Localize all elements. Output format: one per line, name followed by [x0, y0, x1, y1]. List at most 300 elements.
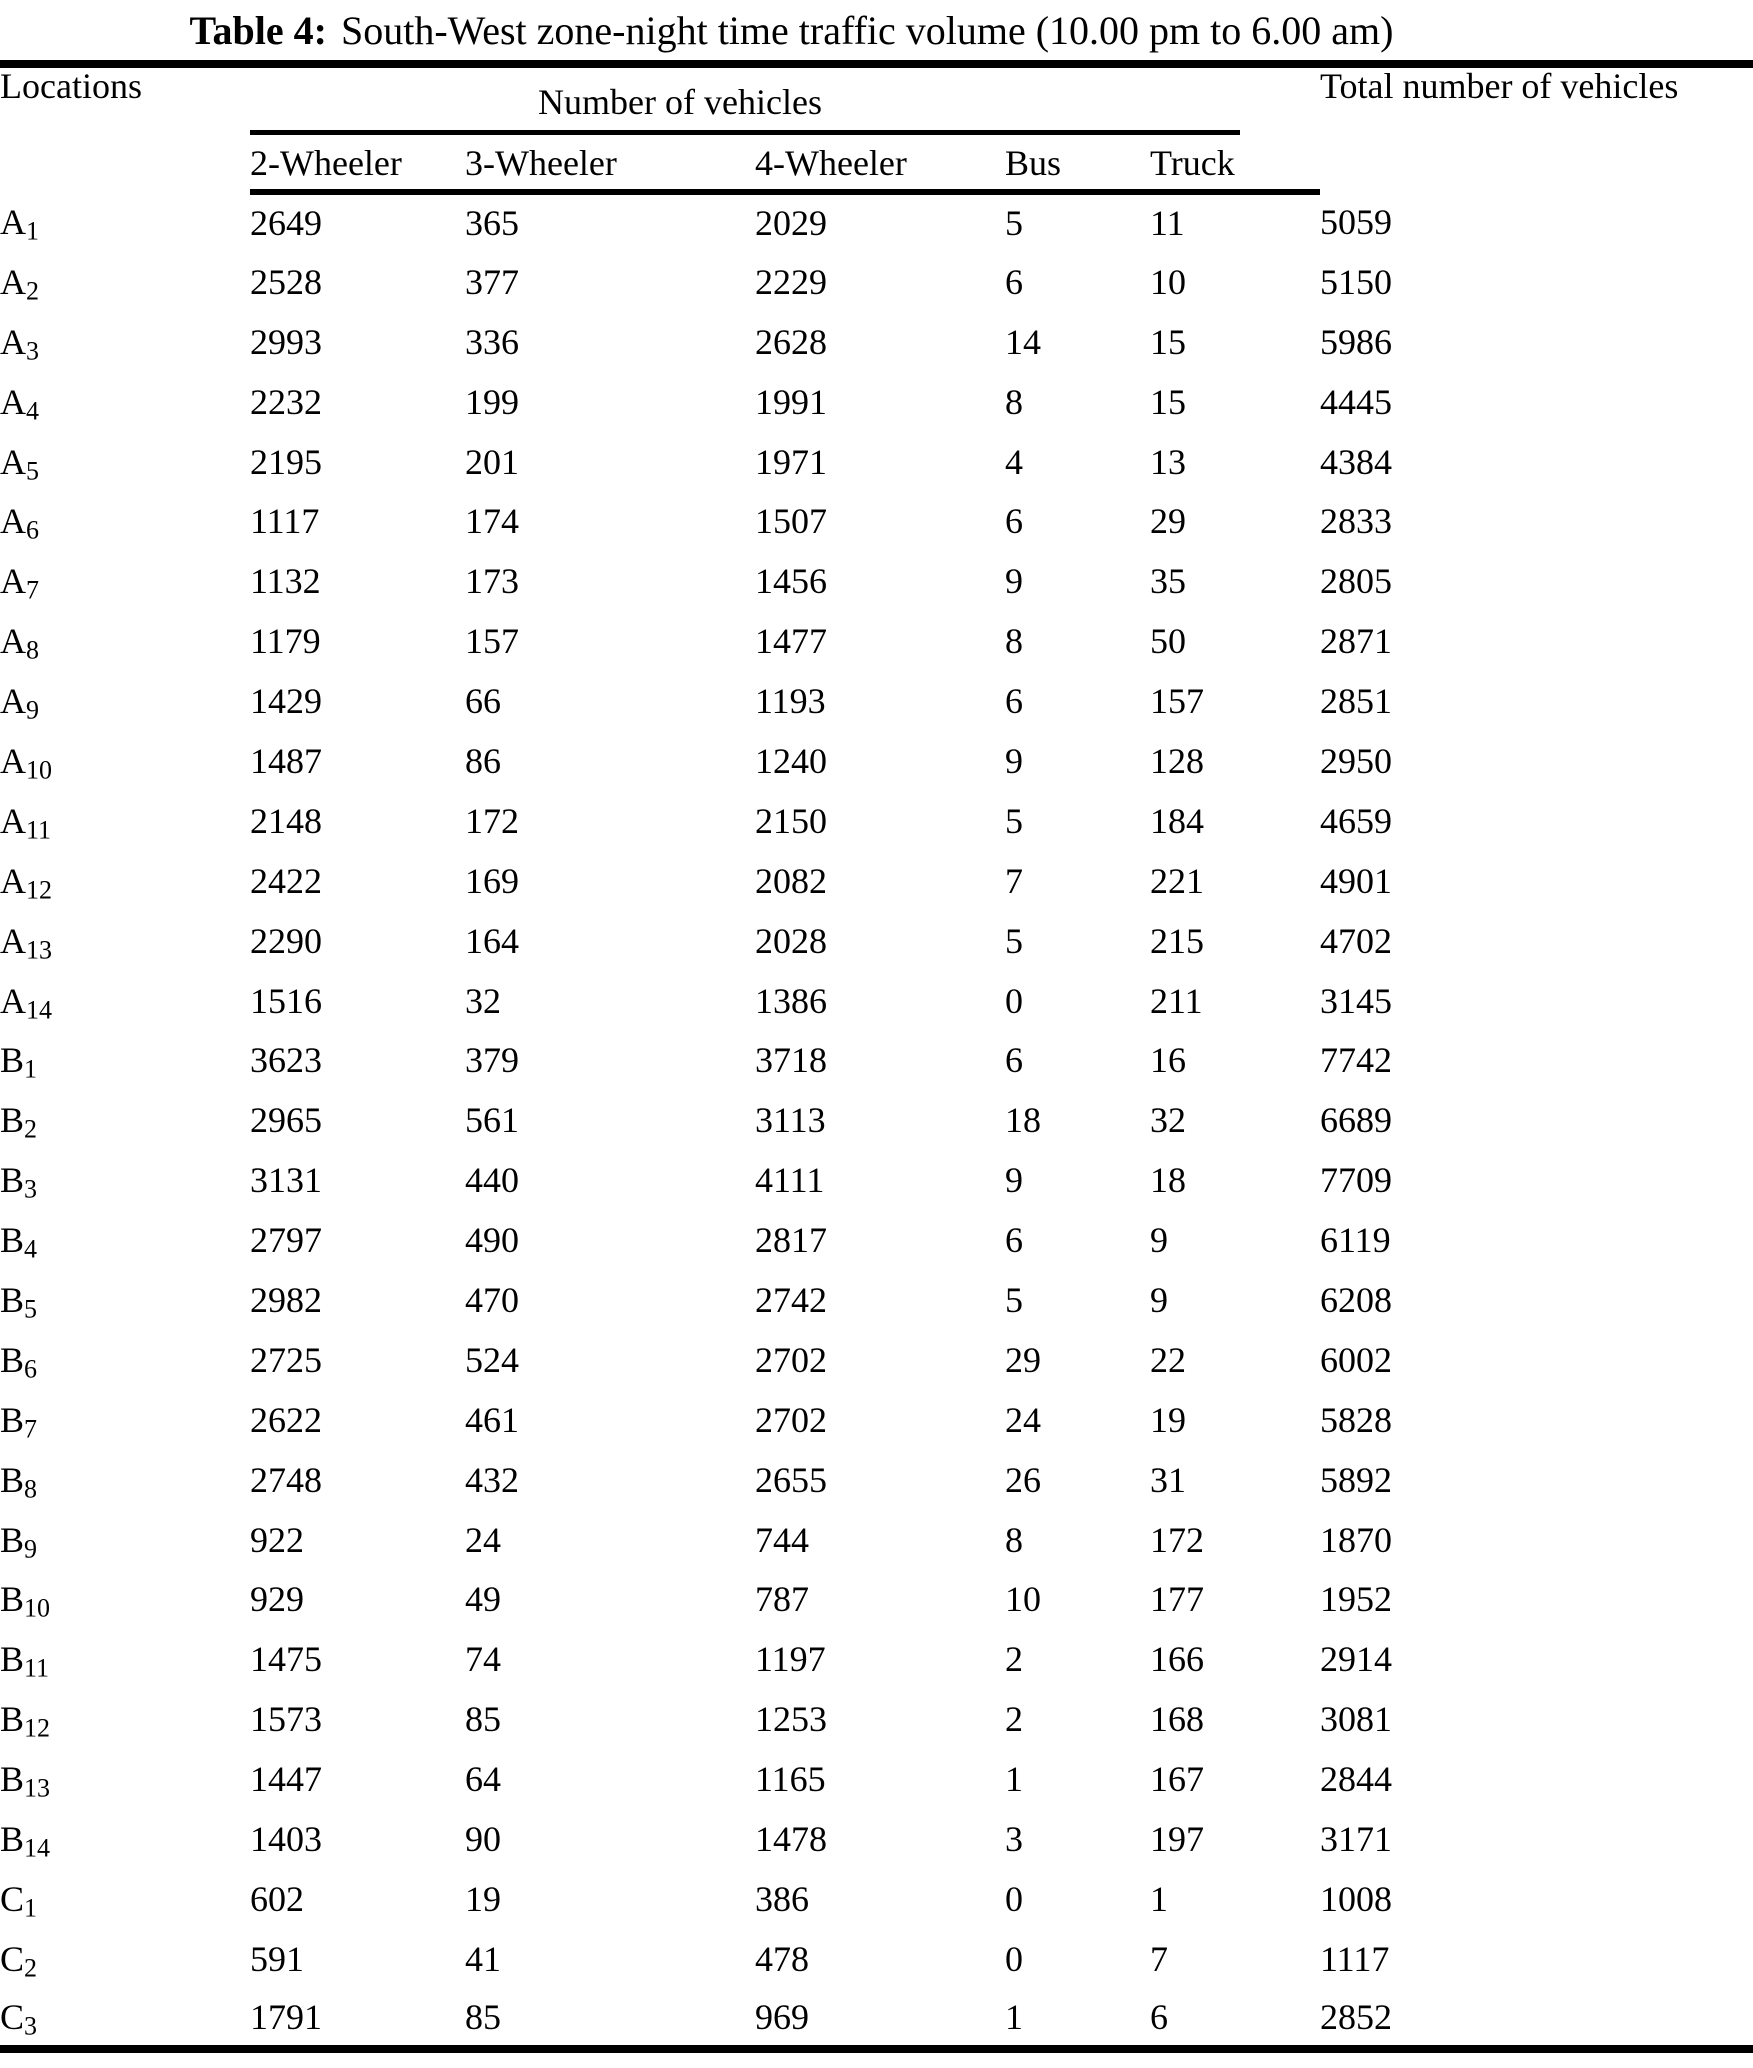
cell-4-wheeler: 2702: [755, 1399, 827, 1440]
cell-3-wheeler: 85: [465, 1699, 501, 1740]
location-subscript: 5: [26, 456, 39, 486]
cell-total: 4384: [1320, 441, 1392, 482]
table-caption-label: Table 4:: [189, 7, 327, 53]
column-header-3-wheeler: 3-Wheeler: [465, 135, 755, 192]
cell-3-wheeler: 561: [465, 1100, 519, 1141]
location-subscript: 9: [24, 1534, 38, 1564]
cell-total: 3171: [1320, 1818, 1392, 1859]
table-row: [0, 611, 1753, 671]
cell-location: [0, 252, 250, 312]
cell-2-wheeler: 2148: [250, 800, 322, 841]
cell-2-wheeler: 929: [250, 1579, 304, 1620]
location-subscript: 4: [24, 1234, 38, 1264]
cell-location: [0, 791, 250, 851]
cell-total: 2871: [1320, 621, 1392, 662]
cell-total: 3145: [1320, 980, 1392, 1021]
cell-4-wheeler: 2817: [755, 1220, 827, 1261]
cell-bus: 6: [1005, 681, 1023, 722]
cell-truck: 11: [1150, 203, 1185, 244]
cell-4-wheeler: 478: [755, 1938, 809, 1979]
cell-4-wheeler: 1240: [755, 740, 827, 781]
cell-location: [0, 551, 250, 611]
location-subscript: 2: [24, 1115, 38, 1145]
location-base: A: [0, 501, 26, 542]
cell-bus: 8: [1005, 621, 1023, 662]
location-base: A: [0, 621, 26, 662]
table-row: [0, 1090, 1753, 1150]
cell-location: [0, 312, 250, 372]
location-base: B: [0, 1220, 25, 1261]
location-base: A: [0, 920, 26, 961]
cell-4-wheeler: 2150: [755, 800, 827, 841]
location-base: B: [0, 1759, 25, 1800]
cell-location: [0, 491, 250, 551]
cell-2-wheeler: 2993: [250, 321, 322, 362]
cell-bus: 1: [1005, 1996, 1023, 2037]
cell-total: 5986: [1320, 321, 1392, 362]
cell-3-wheeler: 524: [465, 1339, 519, 1380]
cell-2-wheeler: 2195: [250, 441, 322, 482]
cell-total: 5892: [1320, 1459, 1392, 1500]
table-header: [0, 64, 1753, 192]
cell-4-wheeler: 1197: [755, 1639, 826, 1680]
location-subscript: 1: [26, 216, 39, 246]
location-base: A: [0, 321, 26, 362]
location-base: A: [0, 381, 26, 422]
cell-2-wheeler: 2622: [250, 1399, 322, 1440]
cell-total: 5150: [1320, 261, 1392, 302]
cell-location: [0, 1210, 250, 1270]
cell-truck: 128: [1150, 740, 1204, 781]
cell-2-wheeler: 1429: [250, 681, 322, 722]
cell-3-wheeler: 199: [465, 381, 519, 422]
cell-4-wheeler: 744: [755, 1519, 809, 1560]
cell-bus: 5: [1005, 920, 1023, 961]
cell-3-wheeler: 365: [465, 203, 519, 244]
table-row: [0, 551, 1753, 611]
location-subscript: 12: [26, 875, 52, 905]
cell-location: [0, 192, 250, 252]
location-base: C: [0, 1878, 25, 1919]
cell-truck: 9: [1150, 1220, 1168, 1261]
cell-truck: 19: [1150, 1399, 1186, 1440]
cell-4-wheeler: 2029: [755, 203, 827, 244]
cell-4-wheeler: 1991: [755, 381, 827, 422]
cell-location: [0, 1090, 250, 1150]
cell-4-wheeler: 1971: [755, 441, 827, 482]
location-subscript: 6: [24, 1354, 38, 1384]
cell-total: 4659: [1320, 800, 1392, 841]
location-base: B: [0, 1639, 25, 1680]
cell-2-wheeler: 1573: [250, 1699, 322, 1740]
cell-truck: 18: [1150, 1160, 1186, 1201]
cell-2-wheeler: 1447: [250, 1759, 322, 1800]
cell-3-wheeler: 41: [465, 1938, 501, 1979]
cell-truck: 221: [1150, 860, 1204, 901]
cell-3-wheeler: 66: [465, 681, 501, 722]
cell-total: 2844: [1320, 1759, 1392, 1800]
cell-location: [0, 911, 250, 971]
cell-truck: 184: [1150, 800, 1204, 841]
cell-4-wheeler: 3113: [755, 1100, 826, 1141]
cell-bus: 3: [1005, 1818, 1023, 1859]
cell-bus: 8: [1005, 1519, 1023, 1560]
location-base: A: [0, 561, 26, 602]
location-subscript: 11: [26, 815, 52, 845]
cell-3-wheeler: 169: [465, 860, 519, 901]
cell-3-wheeler: 172: [465, 800, 519, 841]
cell-truck: 31: [1150, 1459, 1186, 1500]
cell-truck: 157: [1150, 681, 1204, 722]
cell-bus: 14: [1005, 321, 1041, 362]
location-subscript: 1: [24, 1893, 38, 1923]
location-base: B: [0, 1160, 25, 1201]
cell-truck: 197: [1150, 1818, 1204, 1859]
cell-bus: 6: [1005, 501, 1023, 542]
location-subscript: 12: [24, 1713, 51, 1743]
table-body: [0, 192, 1753, 2049]
location-base: B: [0, 1459, 25, 1500]
cell-total: 6208: [1320, 1279, 1392, 1320]
cell-total: 2914: [1320, 1639, 1392, 1680]
location-base: B: [0, 1699, 25, 1740]
cell-4-wheeler: 2742: [755, 1279, 827, 1320]
cell-3-wheeler: 461: [465, 1399, 519, 1440]
column-header-group-label: Number of vehicles: [250, 68, 1240, 135]
cell-bus: 1: [1005, 1759, 1023, 1800]
cell-3-wheeler: 64: [465, 1759, 501, 1800]
cell-bus: 5: [1005, 203, 1023, 244]
cell-2-wheeler: 1516: [250, 980, 322, 1021]
cell-2-wheeler: 602: [250, 1878, 304, 1919]
cell-3-wheeler: 201: [465, 441, 519, 482]
cell-bus: 0: [1005, 980, 1023, 1021]
cell-4-wheeler: 787: [755, 1579, 809, 1620]
cell-truck: 167: [1150, 1759, 1204, 1800]
cell-4-wheeler: 2082: [755, 860, 827, 901]
cell-truck: 22: [1150, 1339, 1186, 1380]
cell-2-wheeler: 1117: [250, 501, 320, 542]
cell-location: [0, 1510, 250, 1570]
cell-4-wheeler: 1478: [755, 1818, 827, 1859]
table-row: [0, 1929, 1753, 1989]
cell-3-wheeler: 379: [465, 1040, 519, 1081]
cell-3-wheeler: 377: [465, 261, 519, 302]
cell-4-wheeler: 3718: [755, 1040, 827, 1081]
cell-bus: 0: [1005, 1878, 1023, 1919]
cell-total: 6689: [1320, 1100, 1392, 1141]
cell-total: 2833: [1320, 501, 1392, 542]
cell-truck: 177: [1150, 1579, 1204, 1620]
cell-3-wheeler: 85: [465, 1996, 501, 2037]
cell-bus: 18: [1005, 1100, 1041, 1141]
cell-total: 2805: [1320, 561, 1392, 602]
table-row: [0, 1989, 1753, 2049]
cell-3-wheeler: 49: [465, 1579, 501, 1620]
cell-location: [0, 1030, 250, 1090]
cell-4-wheeler: 2229: [755, 261, 827, 302]
cell-total: 3081: [1320, 1699, 1392, 1740]
cell-total: 7709: [1320, 1160, 1392, 1201]
cell-total: 6002: [1320, 1339, 1392, 1380]
cell-location: [0, 1450, 250, 1510]
header-row-group: [0, 64, 1753, 135]
cell-total: 2950: [1320, 740, 1392, 781]
cell-location: [0, 971, 250, 1031]
cell-4-wheeler: 2628: [755, 321, 827, 362]
cell-4-wheeler: 1456: [755, 561, 827, 602]
location-subscript: 8: [24, 1474, 38, 1504]
cell-truck: 6: [1150, 1996, 1168, 2037]
cell-truck: 29: [1150, 501, 1186, 542]
cell-3-wheeler: 432: [465, 1459, 519, 1500]
cell-4-wheeler: 386: [755, 1878, 809, 1919]
location-base: C: [0, 1996, 25, 2037]
cell-2-wheeler: 3131: [250, 1160, 322, 1201]
cell-truck: 7: [1150, 1938, 1168, 1979]
cell-4-wheeler: 1253: [755, 1699, 827, 1740]
table-row: [0, 1869, 1753, 1929]
table-row: [0, 671, 1753, 731]
table-row: [0, 1689, 1753, 1749]
cell-4-wheeler: 1193: [755, 681, 826, 722]
cell-total: 2851: [1320, 681, 1392, 722]
column-header-2-wheeler: 2-Wheeler: [250, 135, 465, 192]
cell-bus: 24: [1005, 1399, 1041, 1440]
cell-2-wheeler: 922: [250, 1519, 304, 1560]
cell-bus: 10: [1005, 1579, 1041, 1620]
location-base: B: [0, 1519, 25, 1560]
cell-bus: 5: [1005, 800, 1023, 841]
cell-2-wheeler: 2649: [250, 203, 322, 244]
cell-3-wheeler: 157: [465, 621, 519, 662]
cell-bus: 7: [1005, 860, 1023, 901]
cell-2-wheeler: 2748: [250, 1459, 322, 1500]
location-subscript: 8: [26, 635, 39, 665]
table-row: [0, 1150, 1753, 1210]
location-base: B: [0, 1279, 25, 1320]
cell-3-wheeler: 19: [465, 1878, 501, 1919]
table-row: [0, 1210, 1753, 1270]
location-subscript: 13: [26, 935, 52, 965]
table-row: [0, 911, 1753, 971]
cell-2-wheeler: 2422: [250, 860, 322, 901]
cell-truck: 166: [1150, 1639, 1204, 1680]
cell-bus: 6: [1005, 1040, 1023, 1081]
cell-3-wheeler: 440: [465, 1160, 519, 1201]
cell-bus: 26: [1005, 1459, 1041, 1500]
location-subscript: 7: [24, 1414, 38, 1444]
cell-4-wheeler: 1165: [755, 1759, 826, 1800]
cell-location: [0, 432, 250, 492]
location-base: A: [0, 860, 26, 901]
cell-location: [0, 1869, 250, 1929]
cell-3-wheeler: 174: [465, 501, 519, 542]
cell-truck: 9: [1150, 1279, 1168, 1320]
cell-total: 1870: [1320, 1519, 1392, 1560]
table-row: [0, 1510, 1753, 1570]
cell-total: 5828: [1320, 1399, 1392, 1440]
cell-bus: 9: [1005, 561, 1023, 602]
location-subscript: 14: [24, 1833, 51, 1863]
location-subscript: 13: [24, 1773, 51, 1803]
cell-4-wheeler: 2702: [755, 1339, 827, 1380]
cell-total: 2852: [1320, 1996, 1392, 2037]
column-header-truck: Truck: [1150, 135, 1320, 192]
cell-location: [0, 1569, 250, 1629]
column-header-locations: Locations: [0, 66, 142, 106]
table-row: [0, 1749, 1753, 1809]
cell-bus: 9: [1005, 1160, 1023, 1201]
location-base: A: [0, 201, 26, 242]
cell-4-wheeler: 2028: [755, 920, 827, 961]
cell-total: 1117: [1320, 1938, 1390, 1979]
column-header-bus: Bus: [1005, 135, 1150, 192]
cell-total: 4901: [1320, 860, 1392, 901]
cell-total: 4702: [1320, 920, 1392, 961]
cell-3-wheeler: 173: [465, 561, 519, 602]
location-subscript: 2: [26, 276, 39, 306]
table-row: [0, 372, 1753, 432]
location-subscript: 10: [24, 1594, 51, 1624]
cell-total: 5059: [1320, 201, 1392, 242]
cell-truck: 211: [1150, 980, 1203, 1021]
cell-location: [0, 1989, 250, 2049]
location-subscript: 4: [26, 396, 39, 426]
cell-location: [0, 1330, 250, 1390]
table-row: [0, 1030, 1753, 1090]
location-base: A: [0, 800, 26, 841]
table-caption: [0, 0, 1753, 60]
cell-total: 1952: [1320, 1579, 1392, 1620]
location-subscript: 1: [24, 1055, 38, 1085]
cell-location: [0, 671, 250, 731]
cell-4-wheeler: 2655: [755, 1459, 827, 1500]
table-caption-text: South-West zone-night time traffic volume (10.00 pm to 6.00 am): [340, 7, 1394, 53]
cell-truck: 32: [1150, 1100, 1186, 1141]
cell-3-wheeler: 470: [465, 1279, 519, 1320]
cell-4-wheeler: 1507: [755, 501, 827, 542]
cell-truck: 13: [1150, 441, 1186, 482]
table-row: [0, 192, 1753, 252]
location-subscript: 9: [26, 695, 39, 725]
table-row: [0, 1809, 1753, 1869]
table-row: [0, 851, 1753, 911]
cell-truck: 15: [1150, 321, 1186, 362]
location-base: B: [0, 1339, 25, 1380]
table-row: [0, 1330, 1753, 1390]
table-row: [0, 252, 1753, 312]
location-base: B: [0, 1399, 25, 1440]
location-subscript: 11: [24, 1654, 50, 1684]
cell-2-wheeler: 1179: [250, 621, 321, 662]
location-subscript: 3: [24, 2011, 38, 2041]
cell-2-wheeler: 1791: [250, 1996, 322, 2037]
cell-3-wheeler: 74: [465, 1639, 501, 1680]
cell-bus: 6: [1005, 1220, 1023, 1261]
cell-2-wheeler: 2725: [250, 1339, 322, 1380]
location-base: C: [0, 1938, 25, 1979]
cell-3-wheeler: 86: [465, 740, 501, 781]
table-row: [0, 731, 1753, 791]
cell-3-wheeler: 336: [465, 321, 519, 362]
table-row: [0, 1390, 1753, 1450]
table-row: [0, 791, 1753, 851]
location-base: B: [0, 1040, 25, 1081]
location-base: B: [0, 1579, 25, 1620]
location-subscript: 5: [24, 1294, 38, 1324]
cell-truck: 172: [1150, 1519, 1204, 1560]
cell-location: [0, 611, 250, 671]
cell-bus: 5: [1005, 1279, 1023, 1320]
cell-2-wheeler: 1132: [250, 561, 321, 602]
cell-bus: 9: [1005, 740, 1023, 781]
cell-total: 6119: [1320, 1220, 1391, 1261]
table-row: [0, 1450, 1753, 1510]
cell-bus: 29: [1005, 1339, 1041, 1380]
cell-4-wheeler: 1386: [755, 980, 827, 1021]
location-subscript: 14: [26, 995, 52, 1025]
cell-2-wheeler: 2290: [250, 920, 322, 961]
cell-location: [0, 372, 250, 432]
cell-location: [0, 1809, 250, 1869]
location-base: A: [0, 740, 26, 781]
cell-bus: 2: [1005, 1639, 1023, 1680]
cell-bus: 8: [1005, 381, 1023, 422]
cell-location: [0, 1629, 250, 1689]
cell-3-wheeler: 90: [465, 1818, 501, 1859]
cell-2-wheeler: 3623: [250, 1040, 322, 1081]
cell-4-wheeler: 4111: [755, 1160, 825, 1201]
cell-location: [0, 851, 250, 911]
location-base: A: [0, 681, 26, 722]
cell-bus: 4: [1005, 441, 1023, 482]
cell-truck: 15: [1150, 381, 1186, 422]
column-header-4-wheeler: 4-Wheeler: [755, 135, 1005, 192]
cell-2-wheeler: 2982: [250, 1279, 322, 1320]
cell-bus: 2: [1005, 1699, 1023, 1740]
cell-total: 1008: [1320, 1878, 1392, 1919]
traffic-volume-table: [0, 60, 1753, 2053]
table-row: [0, 491, 1753, 551]
cell-2-wheeler: 1475: [250, 1639, 322, 1680]
location-subscript: 7: [26, 576, 39, 605]
cell-3-wheeler: 164: [465, 920, 519, 961]
cell-total: 7742: [1320, 1040, 1392, 1081]
location-base: A: [0, 980, 26, 1021]
cell-truck: 1: [1150, 1878, 1168, 1919]
column-header-group: [250, 64, 1320, 135]
location-base: A: [0, 441, 26, 482]
location-base: B: [0, 1818, 25, 1859]
cell-location: [0, 1390, 250, 1450]
cell-3-wheeler: 32: [465, 980, 501, 1021]
cell-bus: 6: [1005, 261, 1023, 302]
cell-truck: 16: [1150, 1040, 1186, 1081]
location-subscript: 2: [24, 1953, 38, 1983]
cell-2-wheeler: 2528: [250, 261, 322, 302]
table-row: [0, 312, 1753, 372]
cell-location: [0, 1150, 250, 1210]
location-base: A: [0, 261, 26, 302]
cell-bus: 0: [1005, 1938, 1023, 1979]
cell-location: [0, 1749, 250, 1809]
cell-2-wheeler: 591: [250, 1938, 304, 1979]
cell-total: 4445: [1320, 381, 1392, 422]
cell-2-wheeler: 1403: [250, 1818, 322, 1859]
cell-truck: 35: [1150, 561, 1186, 602]
cell-4-wheeler: 969: [755, 1996, 809, 2037]
